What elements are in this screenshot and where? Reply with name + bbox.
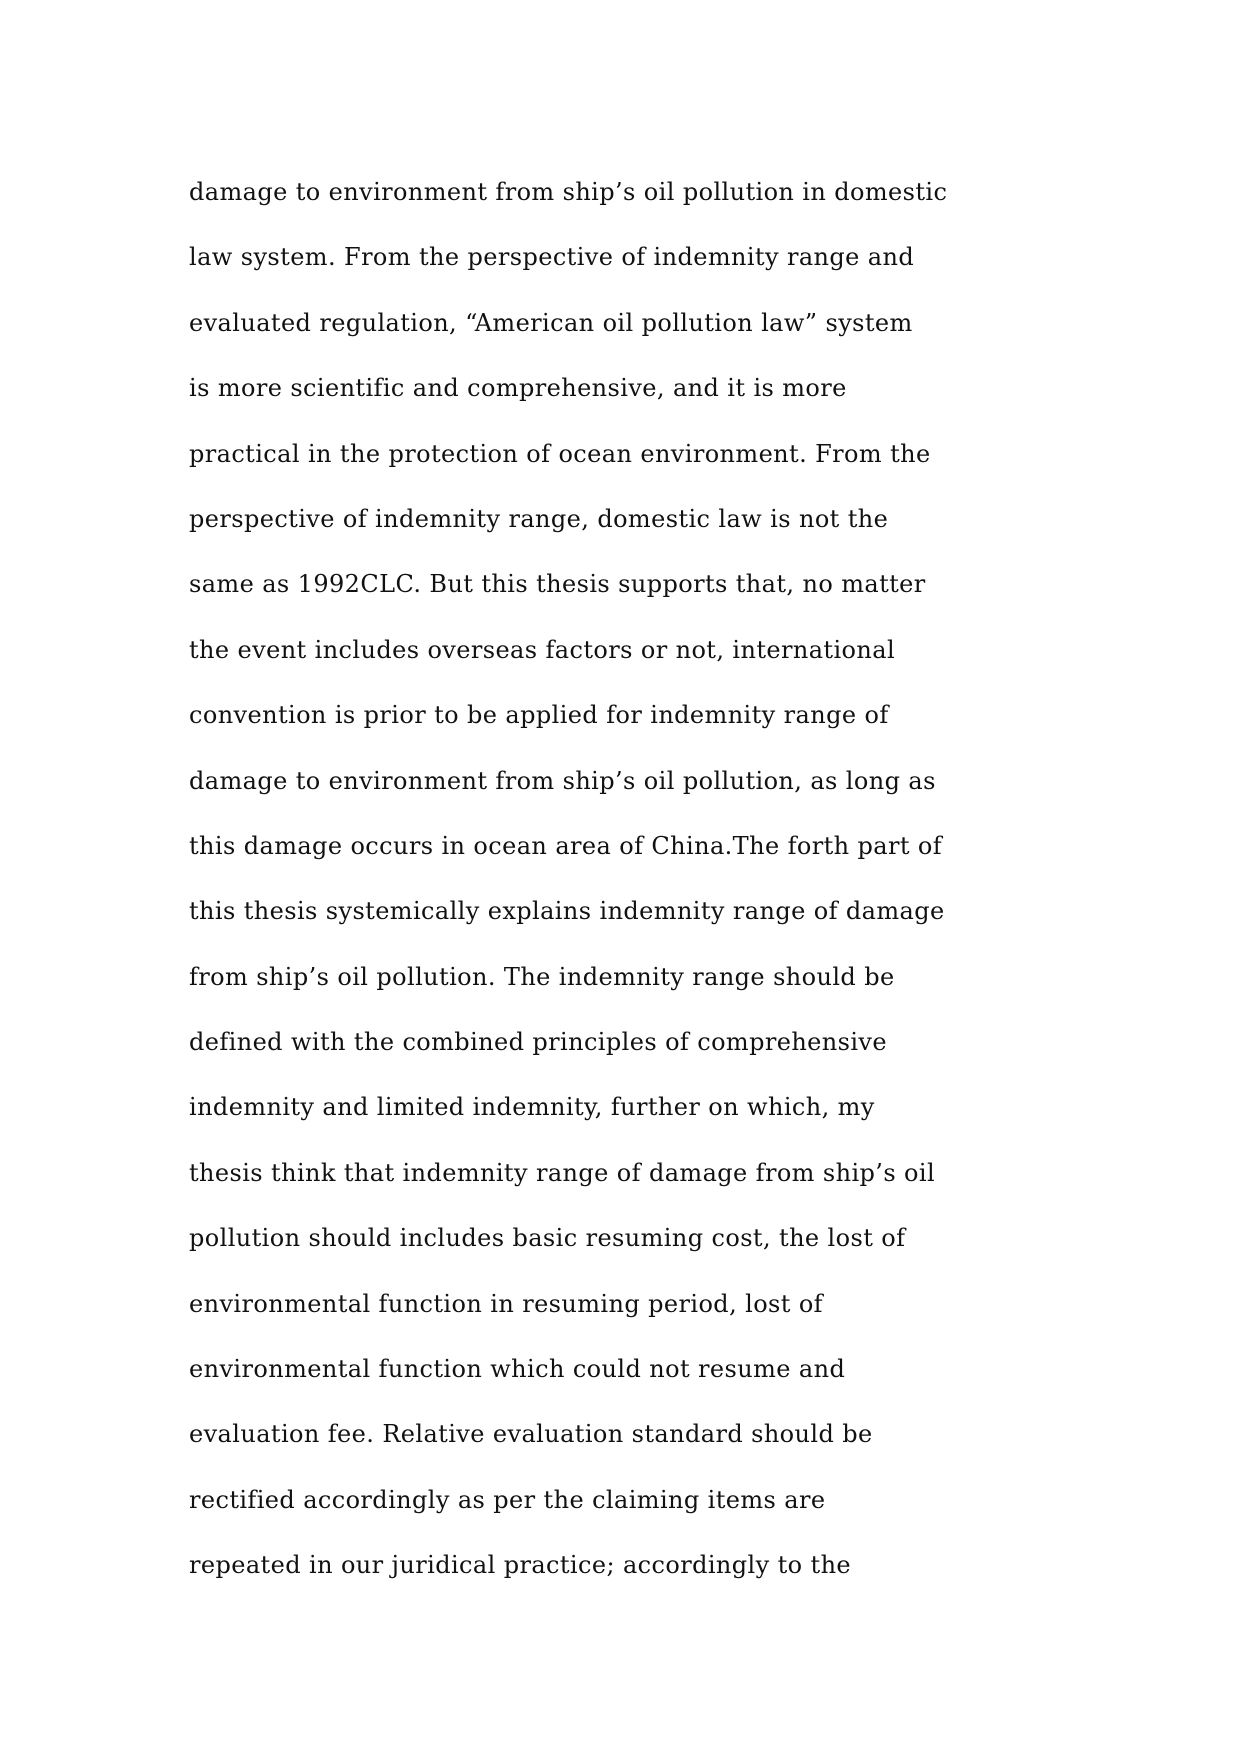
text-line: convention is prior to be applied for indemnity range of [189, 701, 889, 730]
text-line: rectified accordingly as per the claiming items are [189, 1485, 826, 1514]
text-line: defined with the combined principles of comprehensive [189, 1028, 887, 1057]
text-line: environmental function which could not resume and [189, 1355, 846, 1384]
text-line: practical in the protection of ocean environment. From the [189, 439, 931, 468]
text-line: from ship’s oil pollution. The indemnity range should be [189, 962, 895, 991]
text-line: same as 1992CLC. But this thesis supports that, no matter [189, 570, 926, 599]
text-line: the event includes overseas factors or not, international [189, 635, 896, 664]
text-line: law system. From the perspective of indemnity range and [189, 243, 915, 272]
text-line: this thesis systemically explains indemnity range of damage [189, 897, 945, 926]
body-text [189, 160, 1069, 1599]
text-line: damage to environment from ship’s oil pollution in domestic [189, 178, 948, 206]
text-line: damage to environment from ship’s oil pollution, as long as [189, 766, 936, 795]
text-line: thesis think that indemnity range of damage from ship’s oil [189, 1158, 936, 1187]
text-line: evaluation fee. Relative evaluation standard should be [189, 1420, 873, 1449]
text-line: repeated in our juridical practice; accordingly to the [189, 1551, 852, 1580]
text-line: evaluated regulation, “American oil pollution law” system [189, 308, 913, 337]
text-line: is more scientific and comprehensive, and it is more [189, 374, 847, 403]
text-line: perspective of indemnity range, domestic law is not the [189, 504, 889, 533]
text-line: indemnity and limited indemnity, further on which, my [189, 1093, 875, 1122]
text-line: pollution should includes basic resuming cost, the lost of [189, 1224, 906, 1253]
text-line: environmental function in resuming period, lost of [189, 1289, 823, 1318]
text-line: this damage occurs in ocean area of China.The forth part of [189, 831, 943, 860]
